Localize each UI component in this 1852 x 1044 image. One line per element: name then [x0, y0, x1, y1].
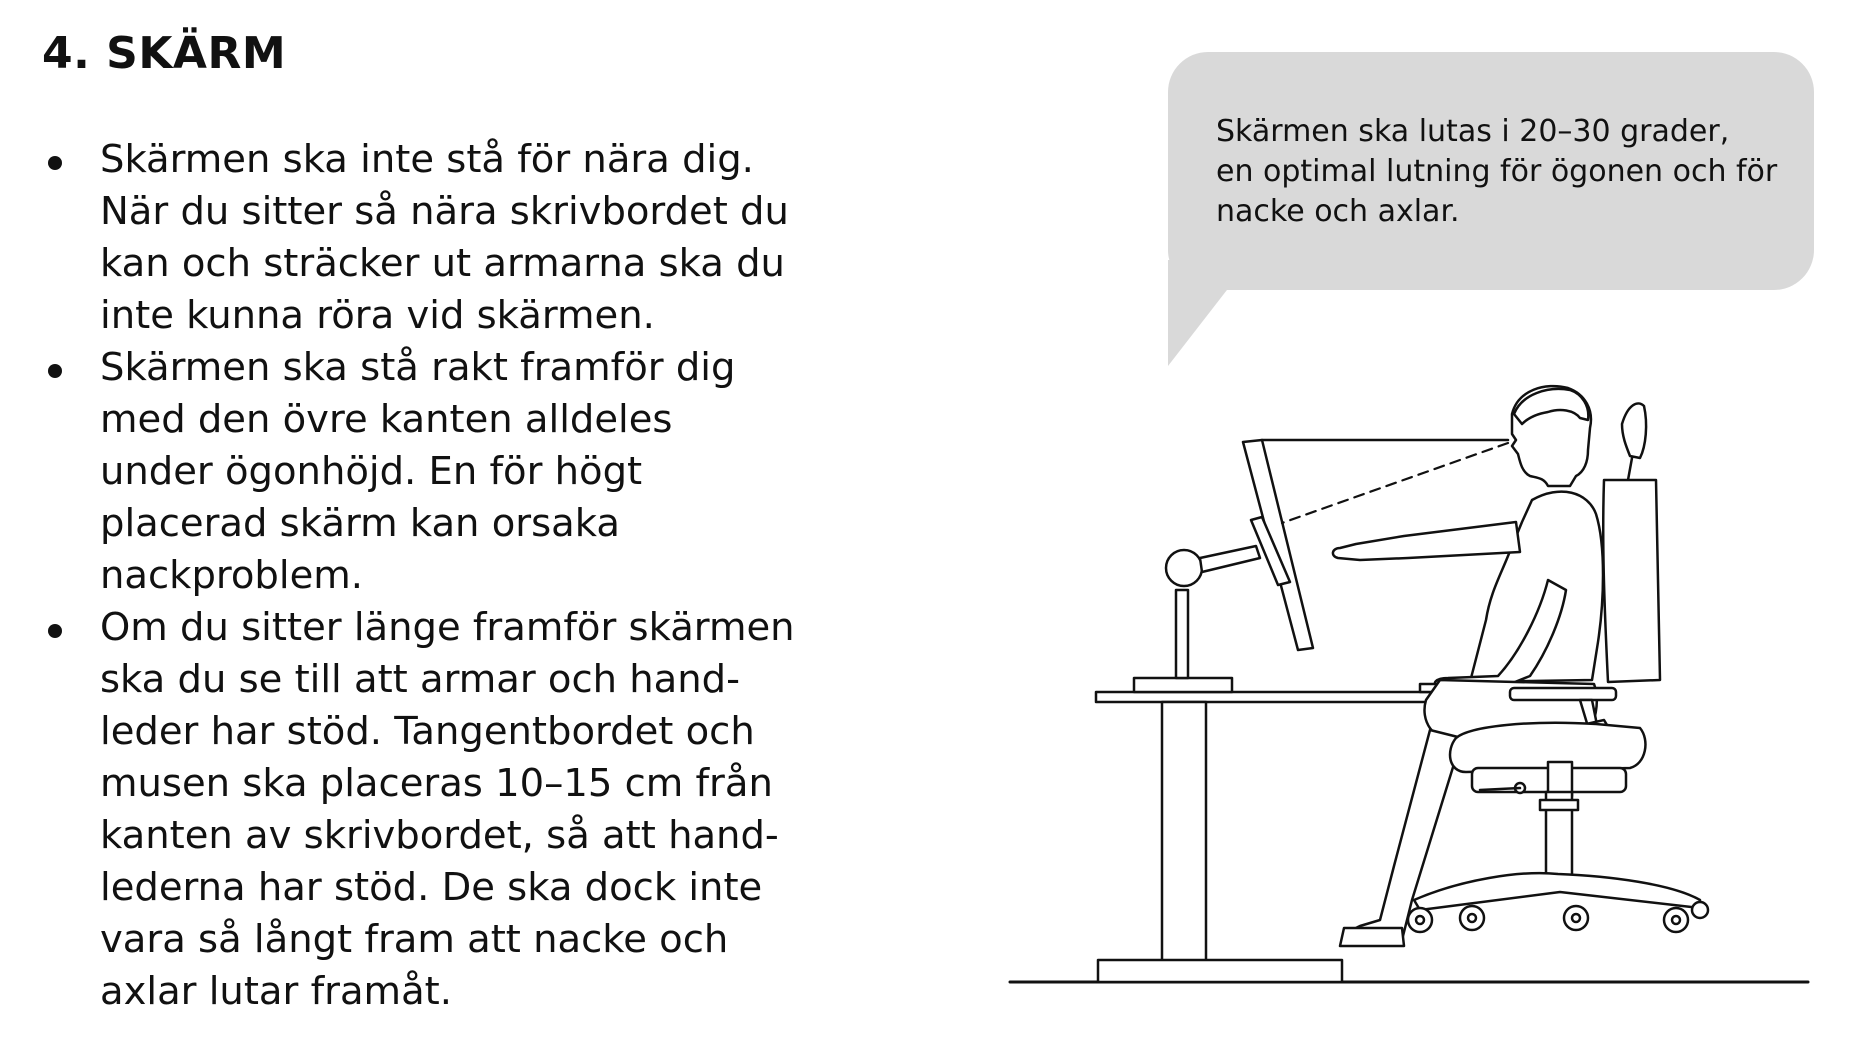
guideline-item-support [42, 602, 862, 1018]
text-line: När du sitter så nära skrivbordet du [100, 189, 789, 234]
callout-text [1216, 112, 1796, 232]
text-line: nackproblem. [100, 553, 363, 598]
monitor-arm [1134, 546, 1260, 692]
text-line: Skärmen ska stå rakt framför dig [100, 345, 736, 390]
text-line: placerad skärm kan orsaka [100, 501, 620, 546]
monitor [1243, 440, 1313, 650]
text-line: ska du se till att armar och hand- [100, 657, 741, 702]
ergonomic-workstation-illustration [1000, 380, 1820, 1000]
section-heading: 4. SKÄRM [42, 28, 287, 79]
text-line: lederna har stöd. De ska dock inte [100, 865, 763, 910]
bullet-icon [48, 624, 62, 638]
text-line: Skärmen ska inte stå för nära dig. [100, 137, 754, 182]
bullet-icon [48, 364, 62, 378]
callout-line: en optimal lutning för ögonen och för [1216, 154, 1778, 189]
text-line: kan och sträcker ut armarna ska du [100, 241, 785, 286]
text-line: leder har stöd. Tangentbordet och [100, 709, 755, 754]
text-line: musen ska placeras 10–15 cm från [100, 761, 773, 806]
guideline-item-height [42, 342, 862, 602]
guideline-item-distance [42, 134, 862, 342]
bullet-icon [48, 156, 62, 170]
text-line: vara så långt fram att nacke och [100, 917, 729, 962]
text-line: Om du sitter länge framför skärmen [100, 605, 795, 650]
text-line: inte kunna röra vid skärmen. [100, 293, 655, 338]
text-line: axlar lutar framåt. [100, 969, 452, 1014]
sight-line-dashed [1282, 443, 1508, 523]
speech-bubble-tail [1168, 260, 1228, 366]
guideline-list [42, 134, 862, 1018]
text-line: med den övre kanten alldeles [100, 397, 673, 442]
text-line: under ögonhöjd. En för högt [100, 449, 643, 494]
callout-line: Skärmen ska lutas i 20–30 grader, [1216, 114, 1730, 149]
text-line: kanten av skrivbordet, så att hand- [100, 813, 779, 858]
callout-line: nacke och axlar. [1216, 194, 1460, 229]
